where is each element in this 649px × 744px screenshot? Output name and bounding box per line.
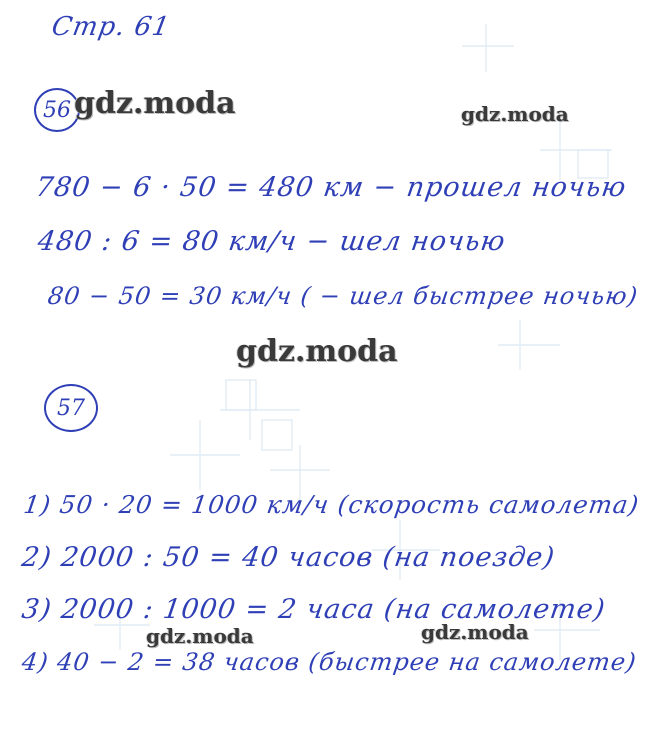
task-56-number: 56 <box>34 88 80 132</box>
task-56-line-2: 480 : 6 = 80 км/ч − шел ночью <box>35 226 508 257</box>
watermark: gdz.moda <box>74 86 236 121</box>
task-56-line-3: 80 − 50 = 30 км/ч ( − шел быстрее ночью) <box>46 282 640 310</box>
watermark: gdz.moda <box>236 334 398 369</box>
watermark: gdz.moda <box>146 624 254 648</box>
task-57-line-1: 1) 50 · 20 = 1000 км/ч (скорость самолета) <box>21 490 642 519</box>
task-57-line-3: 3) 2000 : 1000 = 2 часа (на самолете) <box>19 594 608 625</box>
task-57-number: 57 <box>44 384 98 432</box>
watermark: gdz.moda <box>461 102 569 126</box>
task-57-line-2: 2) 2000 : 50 = 40 часов (на поезде) <box>19 542 558 573</box>
page-number: Стр. 61 <box>49 12 173 42</box>
task-57-line-4: 4) 40 − 2 = 38 часов (быстрее на самолете) <box>20 648 639 676</box>
task-56-line-1: 780 − 6 · 50 = 480 км − прошел ночью <box>33 172 629 203</box>
watermark: gdz.moda <box>421 620 529 644</box>
